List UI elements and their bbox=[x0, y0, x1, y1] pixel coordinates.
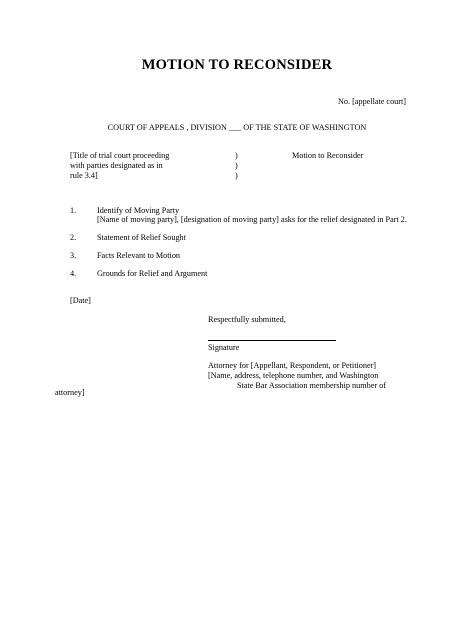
case-number: No. [appellate court] bbox=[338, 97, 406, 106]
item-number: 2. bbox=[70, 233, 77, 242]
caption-title-line: with parties designated as in bbox=[70, 161, 163, 170]
item-number: 3. bbox=[70, 251, 77, 260]
caption-parentheses bbox=[235, 151, 238, 181]
attorney-line: [Name, address, telephone number, and Washington bbox=[208, 371, 379, 380]
court-heading: COURT OF APPEALS , DIVISION ___ OF THE STATE OF WASHINGTON bbox=[107, 123, 367, 132]
closing-text: Respectfully submitted, bbox=[208, 315, 286, 324]
item-number: 4. bbox=[70, 269, 77, 278]
caption-paren: ) bbox=[235, 171, 238, 180]
caption-title-line: rule 3.4] bbox=[70, 171, 98, 180]
signature-line bbox=[208, 340, 336, 341]
signature-label: Signature bbox=[208, 343, 240, 352]
caption-title-block bbox=[70, 151, 169, 181]
date-placeholder: [Date] bbox=[70, 296, 91, 305]
item-heading: Statement of Relief Sought bbox=[97, 233, 186, 242]
item-heading: Identify of Moving Party bbox=[97, 206, 180, 215]
attorney-line-end: attorney] bbox=[55, 388, 85, 397]
item-subtext: [Name of moving party], [designation of moving party] asks for the relief designated in Part 2. bbox=[97, 215, 407, 224]
attorney-line: State Bar Association membership number of bbox=[237, 381, 386, 390]
attorney-line: Attorney for [Appellant, Respondent, or Petitioner] bbox=[208, 361, 377, 370]
caption-motion-name: Motion to Reconsider bbox=[292, 151, 364, 160]
caption-title-line: [Title of trial court proceeding bbox=[70, 151, 170, 160]
item-heading: Facts Relevant to Motion bbox=[97, 251, 181, 260]
attorney-block bbox=[208, 361, 386, 391]
item-number: 1. bbox=[70, 206, 77, 215]
caption-paren: ) bbox=[235, 161, 238, 170]
document-title: MOTION TO RECONSIDER bbox=[141, 57, 333, 73]
item-heading: Grounds for Relief and Argument bbox=[97, 269, 208, 278]
caption-paren: ) bbox=[235, 151, 238, 160]
